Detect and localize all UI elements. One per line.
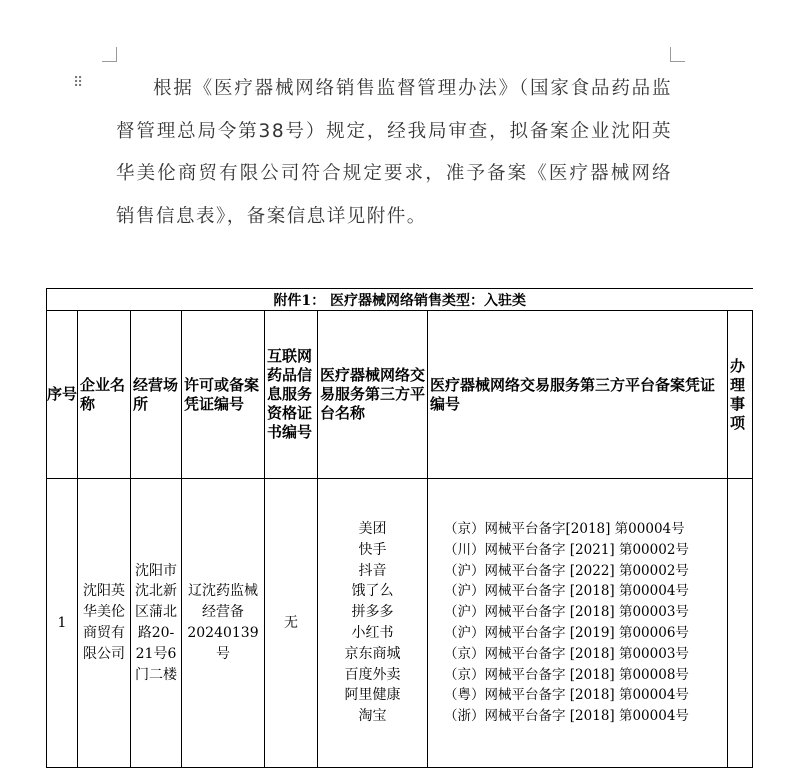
cell-premises: 沈阳市沈北新区蒲北路20-21号6门二楼	[131, 479, 182, 768]
platform-name: 百度外卖	[344, 666, 401, 683]
table-caption: 附件1： 医疗器械网络销售类型：入驻类	[47, 289, 753, 311]
platform-name: 淘宝	[358, 708, 387, 725]
cell-internet-cert: 无	[265, 479, 318, 768]
platform-name: 快手	[358, 541, 387, 558]
platform-cert-number: （京）网械平台备字 [2018] 第00003号	[444, 645, 689, 662]
cell-platform-certs	[428, 479, 728, 768]
platform-cert-number: （粤）网械平台备字 [2018] 第00004号	[444, 687, 689, 704]
header-premises: 经营场所	[131, 311, 182, 479]
platform-name: 美团	[358, 521, 387, 538]
table-row	[47, 479, 753, 768]
header-company: 企业名称	[78, 311, 131, 479]
header-platform-cert: 医疗器械网络交易服务第三方平台备案凭证编号	[428, 311, 728, 479]
header-seq: 序号	[47, 311, 78, 479]
header-internet-cert: 互联网药品信息服务资格证书编号	[265, 311, 318, 479]
drag-handle-icon[interactable]: ⠿	[73, 75, 82, 91]
platform-name: 阿里健康	[344, 687, 401, 704]
cell-company: 沈阳英华美伦商贸有限公司	[78, 479, 131, 768]
platform-cert-number: （京）网械平台备字 [2018] 第00008号	[444, 666, 689, 683]
notice-paragraph: 根据《医疗器械网络销售监督管理办法》（国家食品药品监督管理总局令第38号）规定，经我局审查，拟备案企业沈阳英华美伦商贸有限公司符合规定要求，准予备案《医疗器械网络销售信息表》，备案信息详见附件。	[116, 78, 672, 227]
header-matter: 办理事项	[728, 311, 753, 479]
platform-name: 抖音	[358, 562, 387, 579]
table-header-row	[47, 311, 753, 479]
platform-name: 小红书	[351, 625, 394, 641]
cell-matter	[728, 479, 753, 768]
header-license: 许可或备案凭证编号	[182, 311, 265, 479]
platform-cert-number: （沪）网械平台备字 [2019] 第00006号	[444, 625, 689, 641]
platform-cert-number: （沪）网械平台备字 [2018] 第00004号	[444, 583, 689, 600]
crop-mark-top-right	[670, 47, 685, 62]
platform-cert-list	[428, 519, 727, 727]
platform-name: 拼多多	[351, 604, 394, 621]
platform-name: 京东商城	[344, 645, 401, 662]
crop-mark-top-left	[102, 47, 117, 62]
cell-license: 辽沈药监械经营备20240139号	[182, 479, 265, 768]
header-platform: 医疗器械网络交易服务第三方平台名称	[318, 311, 428, 479]
platform-cert-number: （京）网械平台备字[2018] 第00004号	[444, 521, 685, 538]
platform-cert-number: （沪）网械平台备字 [2022] 第00002号	[444, 562, 689, 579]
filing-table	[46, 288, 753, 768]
platform-name: 饿了么	[351, 583, 394, 600]
platform-cert-number: （沪）网械平台备字 [2018] 第00003号	[444, 604, 689, 621]
platform-list	[318, 519, 427, 727]
platform-cert-number: （浙）网械平台备字 [2018] 第00004号	[444, 708, 689, 725]
cell-seq: 1	[47, 479, 78, 768]
cell-platforms	[318, 479, 428, 768]
platform-cert-number: （川）网械平台备字 [2021] 第00002号	[444, 541, 689, 558]
